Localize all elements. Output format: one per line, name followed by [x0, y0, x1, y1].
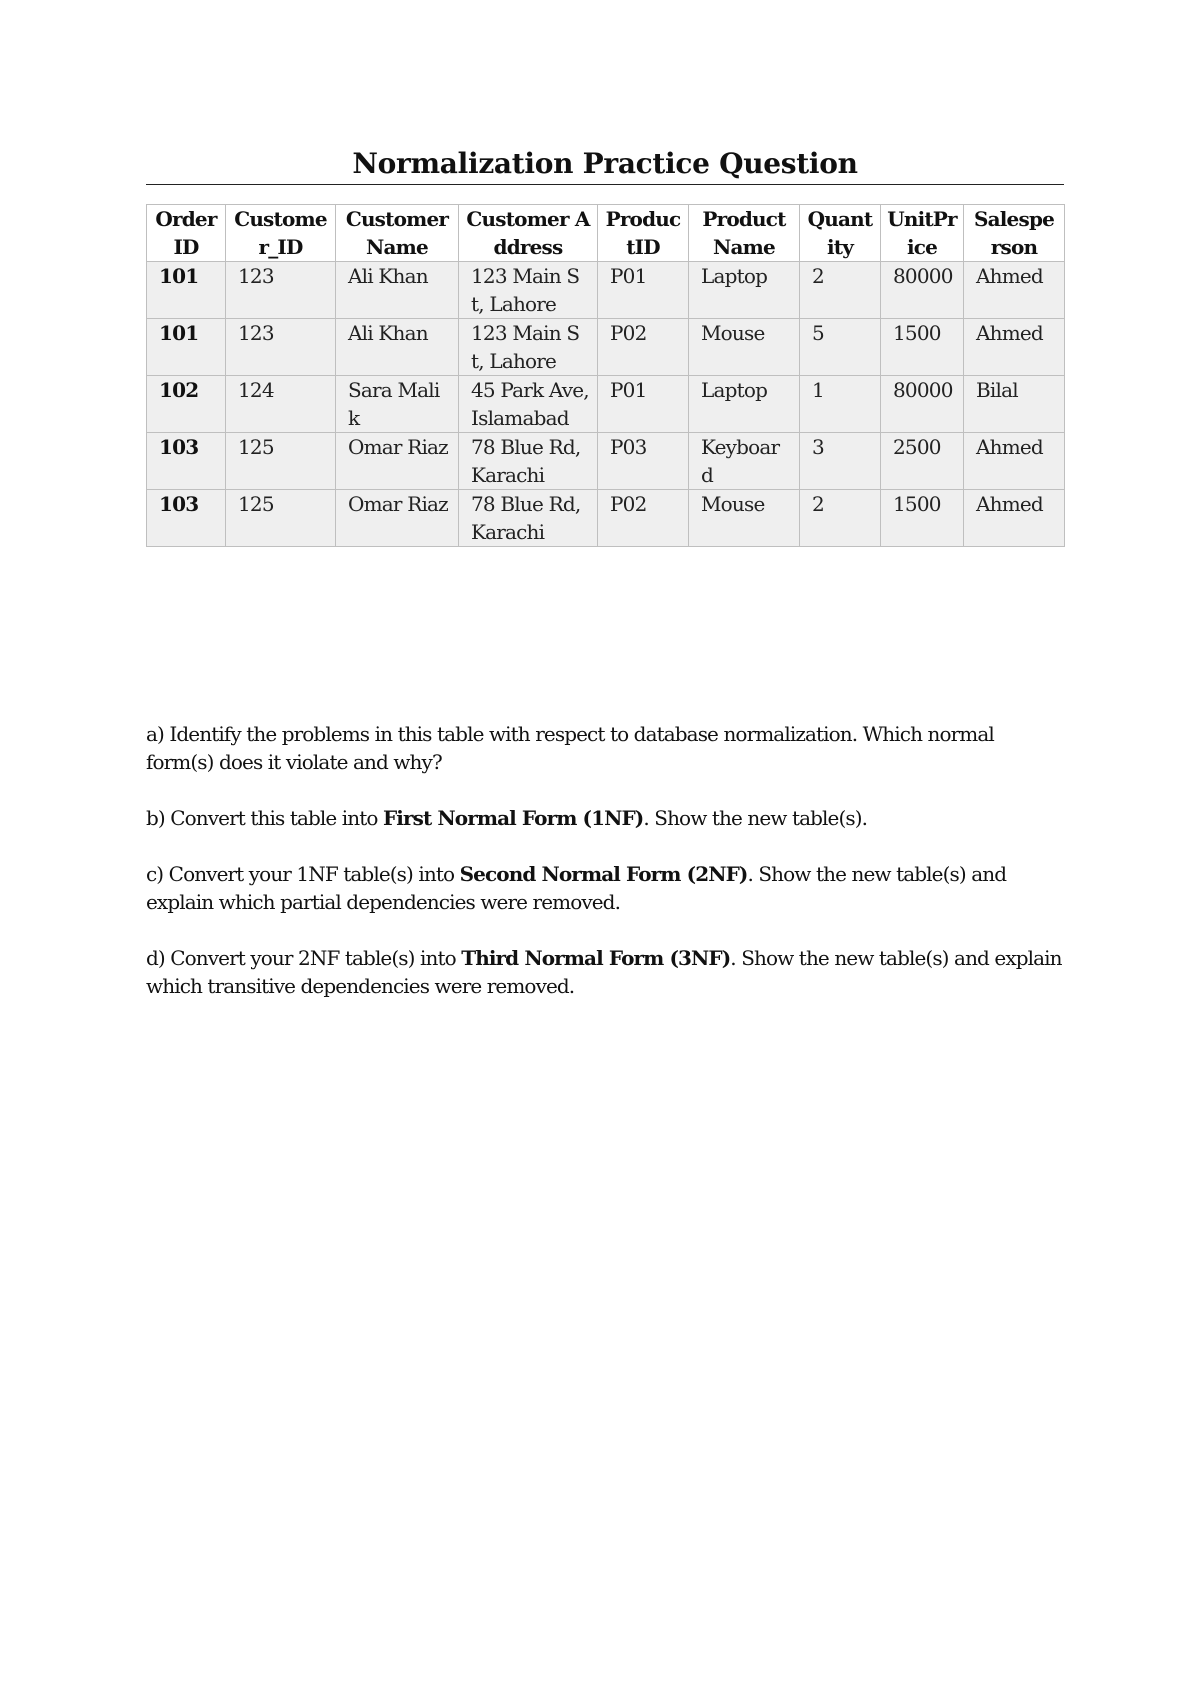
cell-unit-price: 80000 — [881, 262, 964, 319]
cell-product-id: P02 — [598, 319, 689, 376]
cell-customer-name: Omar Riaz — [336, 490, 459, 547]
cell-product-name: Laptop — [689, 376, 800, 433]
question-b-suffix: . Show the new table(s). — [643, 806, 868, 830]
cell-customer-id: 124 — [226, 376, 336, 433]
header-order-id: OrderID — [147, 205, 226, 262]
cell-customer-address: 123 Main St, Lahore — [459, 319, 598, 376]
orders-table-container — [146, 204, 1064, 547]
cell-unit-price: 80000 — [881, 376, 964, 433]
title-underline — [146, 184, 1064, 185]
question-d — [146, 944, 1064, 1000]
cell-product-name: Laptop — [689, 262, 800, 319]
header-customer-name: CustomerName — [336, 205, 459, 262]
question-b-prefix: b) Convert this table into — [146, 806, 383, 830]
question-c — [146, 860, 1064, 916]
cell-salesperson: Ahmed — [964, 319, 1065, 376]
cell-salesperson: Ahmed — [964, 490, 1065, 547]
cell-salesperson: Ahmed — [964, 433, 1065, 490]
cell-customer-name: Ali Khan — [336, 319, 459, 376]
cell-product-id: P01 — [598, 376, 689, 433]
cell-customer-name: Sara Malik — [336, 376, 459, 433]
cell-order-id: 101 — [147, 319, 226, 376]
header-customer-address: Customer Address — [459, 205, 598, 262]
question-a — [146, 720, 1064, 776]
cell-customer-address: 123 Main St, Lahore — [459, 262, 598, 319]
cell-product-name: Keyboard — [689, 433, 800, 490]
cell-quantity: 1 — [800, 376, 881, 433]
cell-order-id: 103 — [147, 490, 226, 547]
cell-unit-price: 2500 — [881, 433, 964, 490]
question-a-text: a) Identify the problems in this table with respect to database normalization. Which normal form(s) does it violate and why? — [146, 722, 994, 774]
header-unit-price: UnitPrice — [881, 205, 964, 262]
cell-product-id: P01 — [598, 262, 689, 319]
cell-quantity: 2 — [800, 262, 881, 319]
table-row — [147, 490, 1065, 547]
cell-customer-address: 45 Park Ave, Islamabad — [459, 376, 598, 433]
header-quantity: Quantity — [800, 205, 881, 262]
orders-table — [146, 204, 1065, 547]
cell-salesperson: Ahmed — [964, 262, 1065, 319]
cell-order-id: 101 — [147, 262, 226, 319]
header-product-name: Product Name — [689, 205, 800, 262]
question-b — [146, 804, 1064, 832]
header-salesperson: Salesperson — [964, 205, 1065, 262]
cell-product-id: P02 — [598, 490, 689, 547]
question-c-suffix: . Show the new table(s) and explain which partial dependencies were removed. — [146, 862, 1007, 914]
questions-section — [146, 720, 1064, 1028]
cell-order-id: 103 — [147, 433, 226, 490]
cell-product-name: Mouse — [689, 319, 800, 376]
question-d-emphasis: Third Normal Form (3NF) — [461, 946, 731, 970]
cell-customer-id: 125 — [226, 433, 336, 490]
cell-customer-id: 125 — [226, 490, 336, 547]
cell-order-id: 102 — [147, 376, 226, 433]
question-b-emphasis: First Normal Form (1NF) — [382, 806, 644, 830]
question-c-prefix: c) Convert your 1NF table(s) into — [146, 862, 460, 886]
page-title: Normalization Practice Question — [352, 147, 858, 180]
cell-customer-address: 78 Blue Rd, Karachi — [459, 433, 598, 490]
cell-product-id: P03 — [598, 433, 689, 490]
table-header-row — [147, 205, 1065, 262]
cell-product-name: Mouse — [689, 490, 800, 547]
cell-quantity: 3 — [800, 433, 881, 490]
table-row — [147, 262, 1065, 319]
cell-unit-price: 1500 — [881, 319, 964, 376]
header-customer-id: Customer_ID — [226, 205, 336, 262]
cell-unit-price: 1500 — [881, 490, 964, 547]
cell-quantity: 2 — [800, 490, 881, 547]
cell-quantity: 5 — [800, 319, 881, 376]
cell-customer-id: 123 — [226, 319, 336, 376]
table-row — [147, 433, 1065, 490]
header-product-id: ProductID — [598, 205, 689, 262]
table-row — [147, 319, 1065, 376]
cell-salesperson: Bilal — [964, 376, 1065, 433]
question-d-prefix: d) Convert your 2NF table(s) into — [146, 946, 462, 970]
cell-customer-name: Omar Riaz — [336, 433, 459, 490]
cell-customer-address: 78 Blue Rd, Karachi — [459, 490, 598, 547]
cell-customer-name: Ali Khan — [336, 262, 459, 319]
cell-customer-id: 123 — [226, 262, 336, 319]
question-d-suffix: . Show the new table(s) and explain which transitive dependencies were removed. — [146, 946, 1062, 998]
question-c-emphasis: Second Normal Form (2NF) — [459, 862, 748, 886]
table-row — [147, 376, 1065, 433]
